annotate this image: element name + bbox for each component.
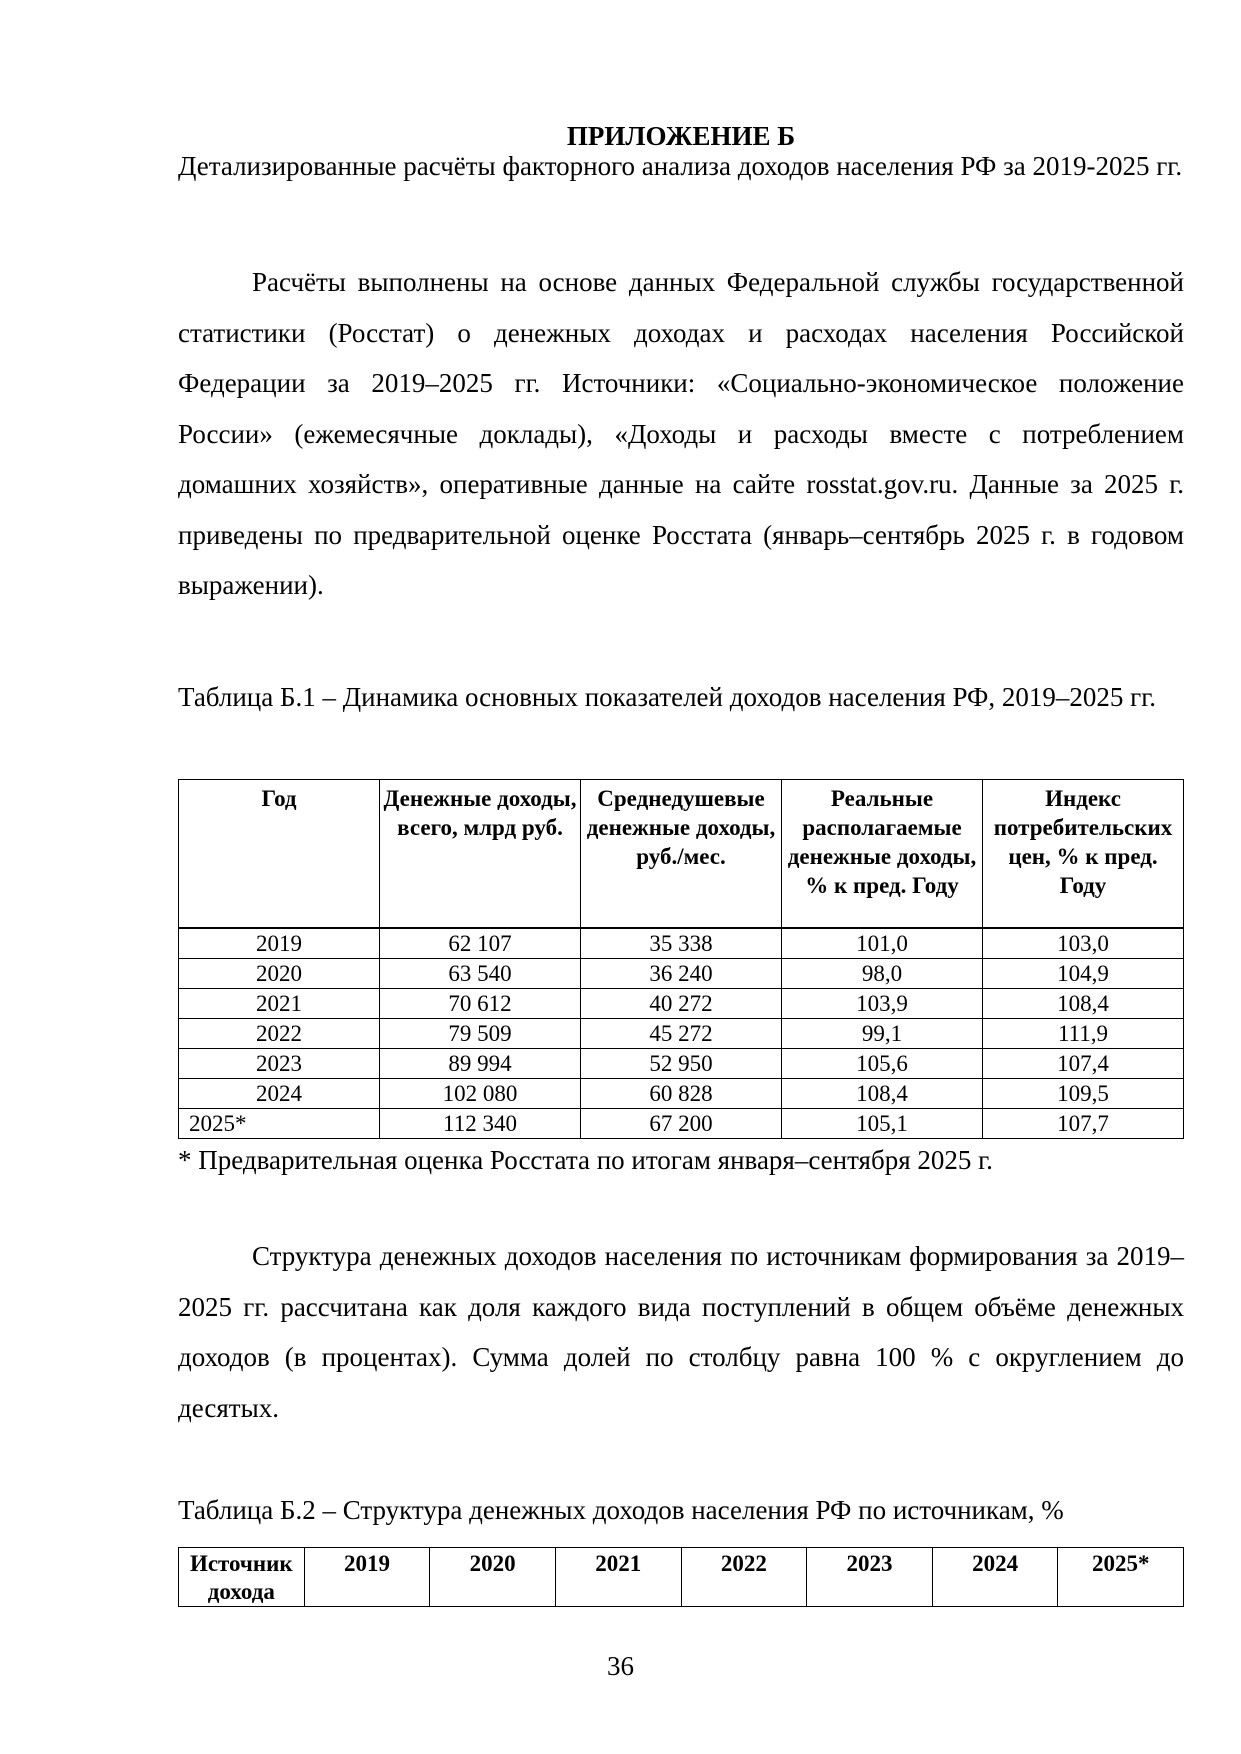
cell-cpi: 103,0 <box>983 928 1184 959</box>
cell-total-income: 62 107 <box>380 928 581 959</box>
income-dynamics-table <box>178 779 1184 1139</box>
header-cpi: Индекс потребительских цен, % к пред. Году <box>983 780 1184 928</box>
cell-real-income: 108,4 <box>782 1078 983 1108</box>
cell-total-income: 89 994 <box>380 1048 581 1078</box>
header-year-2019: 2019 <box>304 1548 430 1607</box>
intro-paragraph: Расчёты выполнены на основе данных Федеральной службы государственной статистики (Росстат) о денежных доходах и расходах населения Российской Федерации за 2019–2025 гг. Источники: «Социально-экономическое положение России» (ежемесячные доклады), «Доходы и расходы вместе с потреблением домашних хозяйств», оперативные данные на сайте rosstat.gov.ru. Данные за 2025 г. приведены по предварительной оценке Росстата (январь–сентябрь 2025 г. в годовом выражении). <box>178 267 1184 600</box>
cell-real-income: 101,0 <box>782 928 983 959</box>
cell-year: 2020 <box>179 958 380 988</box>
header-year-2022: 2022 <box>681 1548 807 1607</box>
structure-paragraph: Структура денежных доходов населения по источникам формирования за 2019–2025 гг. рассчитана как доля каждого вида поступлений в общем объёме денежных доходов (в процентах). Сумма долей по столбцу равна 100 % с округлением до десятых. <box>178 1241 1184 1423</box>
cell-year: 2024 <box>179 1078 380 1108</box>
cell-per-capita-income: 60 828 <box>581 1078 782 1108</box>
header-year-2025: 2025* <box>1058 1548 1184 1607</box>
cell-cpi: 107,4 <box>983 1048 1184 1078</box>
cell-year: 2025* <box>179 1108 380 1138</box>
table-row <box>179 1108 1184 1138</box>
table-row <box>179 1078 1184 1108</box>
cell-per-capita-income: 52 950 <box>581 1048 782 1078</box>
cell-year: 2021 <box>179 988 380 1018</box>
header-year-2023: 2023 <box>807 1548 933 1607</box>
cell-year: 2019 <box>179 928 380 959</box>
header-income-source: Источник дохода <box>179 1548 305 1607</box>
cell-year: 2023 <box>179 1048 380 1078</box>
cell-per-capita-income: 45 272 <box>581 1018 782 1048</box>
page-number: 36 <box>607 1651 634 1681</box>
cell-total-income: 70 612 <box>380 988 581 1018</box>
header-total-income: Денежные доходы, всего, млрд руб. <box>380 780 581 928</box>
cell-per-capita-income: 67 200 <box>581 1108 782 1138</box>
table-row <box>179 1018 1184 1048</box>
cell-per-capita-income: 36 240 <box>581 958 782 988</box>
cell-real-income: 103,9 <box>782 988 983 1018</box>
header-year-2021: 2021 <box>555 1548 681 1607</box>
header-real-disposable-income: Реальные располагаемые денежные доходы, % к пред. Году <box>782 780 983 928</box>
cell-per-capita-income: 40 272 <box>581 988 782 1018</box>
income-structure-table <box>178 1547 1184 1607</box>
cell-cpi: 107,7 <box>983 1108 1184 1138</box>
table-row <box>179 988 1184 1018</box>
cell-total-income: 63 540 <box>380 958 581 988</box>
table-header-row <box>179 1548 1184 1607</box>
cell-total-income: 112 340 <box>380 1108 581 1138</box>
cell-real-income: 99,1 <box>782 1018 983 1048</box>
header-year: Год <box>179 780 380 928</box>
table-header-row <box>179 780 1184 928</box>
appendix-subtitle: Детализированные расчёты факторного анализа доходов населения РФ за 2019-2025 гг. <box>178 151 1183 181</box>
cell-cpi: 109,5 <box>983 1078 1184 1108</box>
header-year-2020: 2020 <box>430 1548 556 1607</box>
cell-year: 2022 <box>179 1018 380 1048</box>
cell-per-capita-income: 35 338 <box>581 928 782 959</box>
table1-caption: Таблица Б.1 – Динамика основных показателей доходов населения РФ, 2019–2025 гг. <box>178 682 1156 712</box>
appendix-heading: ПРИЛОЖЕНИЕ Б <box>566 121 796 151</box>
cell-real-income: 98,0 <box>782 958 983 988</box>
cell-total-income: 79 509 <box>380 1018 581 1048</box>
header-year-2024: 2024 <box>932 1548 1058 1607</box>
table-row <box>179 928 1184 959</box>
cell-total-income: 102 080 <box>380 1078 581 1108</box>
cell-cpi: 104,9 <box>983 958 1184 988</box>
table-row <box>179 958 1184 988</box>
table-row <box>179 1048 1184 1078</box>
cell-real-income: 105,1 <box>782 1108 983 1138</box>
table1-footnote: * Предварительная оценка Росстата по итогам января–сентября 2025 г. <box>178 1145 993 1175</box>
cell-cpi: 108,4 <box>983 988 1184 1018</box>
table2-caption: Таблица Б.2 – Структура денежных доходов населения РФ по источникам, % <box>178 1495 1064 1525</box>
cell-real-income: 105,6 <box>782 1048 983 1078</box>
header-per-capita-income: Среднедушевые денежные доходы, руб./мес. <box>581 780 782 928</box>
cell-cpi: 111,9 <box>983 1018 1184 1048</box>
